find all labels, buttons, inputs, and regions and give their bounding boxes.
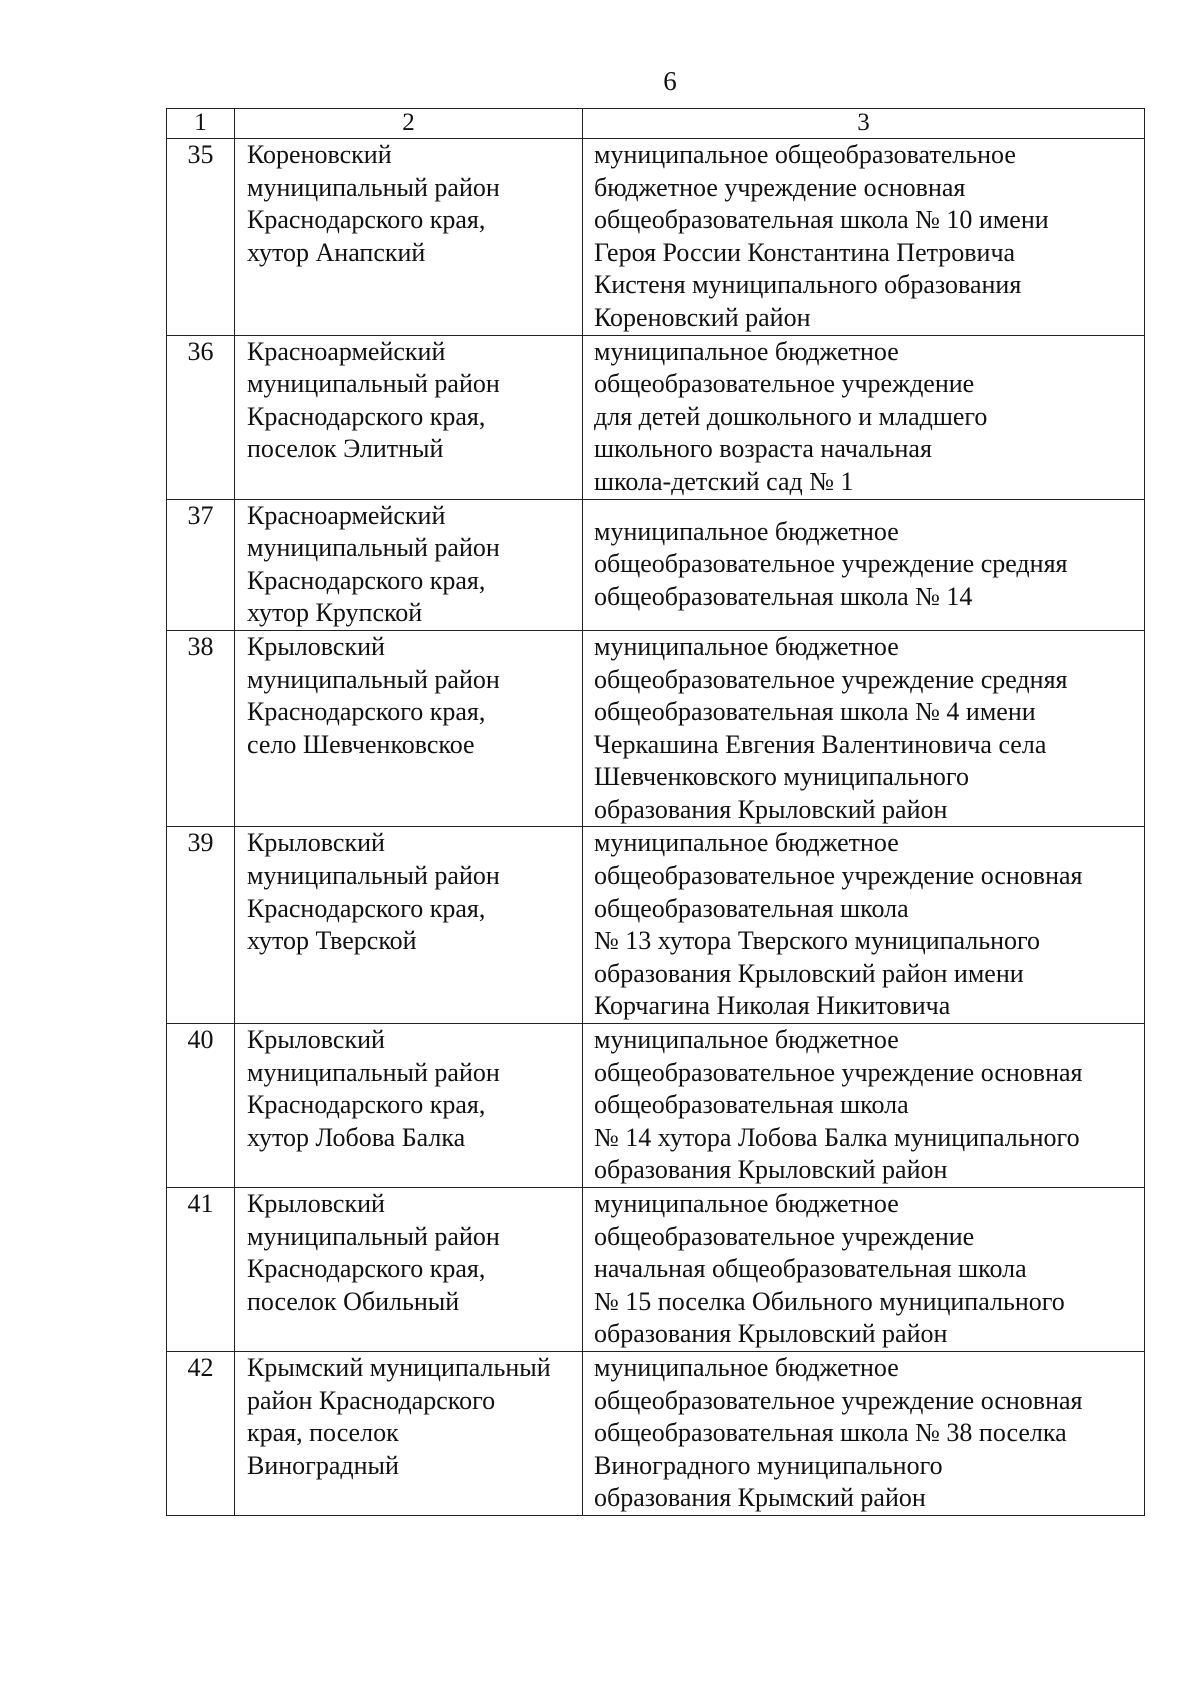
institution-line: общеобразовательная школа № 4 имени	[594, 697, 1036, 727]
table-row	[167, 335, 1145, 499]
institution-line: общеобразовательное учреждение основная	[594, 861, 1083, 891]
territory-line: муниципальный район	[247, 172, 500, 202]
institution-line: общеобразовательное учреждение основная	[594, 1385, 1083, 1415]
territory-line: муниципальный район	[247, 1057, 500, 1087]
institution-line: общеобразовательное учреждение основная	[594, 1057, 1083, 1087]
institution-line: муниципальное бюджетное	[594, 516, 899, 546]
institution-cell	[583, 1024, 1145, 1188]
institution-line: школьного возраста начальная	[594, 434, 932, 464]
territory-line: хутор Лобова Балка	[247, 1122, 466, 1152]
institution-line: образования Крымский район	[594, 1483, 926, 1513]
institution-line: Корчагина Николая Никитовича	[594, 991, 951, 1021]
institution-line: общеобразовательное учреждение	[594, 369, 975, 399]
table-row	[167, 827, 1145, 1024]
institution-line: Виноградного муниципального	[594, 1450, 943, 1480]
page-number: 6	[663, 66, 677, 96]
institution-line: муниципальное бюджетное	[594, 1352, 899, 1382]
row-number: 36	[167, 335, 235, 499]
table-row	[167, 1188, 1145, 1352]
institution-line: общеобразовательная школа № 38 поселка	[594, 1418, 1067, 1448]
institution-line: общеобразовательная школа № 14	[594, 582, 973, 612]
territory-cell	[235, 139, 583, 336]
row-number: 40	[167, 1024, 235, 1188]
institution-line: образования Крыловский район	[594, 1155, 948, 1185]
territory-line: Краснодарского края,	[247, 1090, 486, 1120]
territory-cell	[235, 499, 583, 630]
institution-cell	[583, 827, 1145, 1024]
institution-line: общеобразовательная школа № 10 имени	[594, 205, 1049, 235]
table-row	[167, 1024, 1145, 1188]
row-number: 42	[167, 1351, 235, 1515]
institution-cell	[583, 335, 1145, 499]
territory-line: Краснодарского края,	[247, 697, 486, 727]
row-number: 37	[167, 499, 235, 630]
territory-line: поселок Обильный	[247, 1286, 460, 1316]
territory-cell	[235, 1351, 583, 1515]
institution-cell	[583, 499, 1145, 630]
institution-line: общеобразовательное учреждение	[594, 1221, 975, 1251]
territory-line: Крымский муниципальный	[247, 1352, 551, 1382]
territory-line: муниципальный район	[247, 861, 500, 891]
territory-line: Краснодарского края,	[247, 1254, 486, 1284]
institution-line: образования Крыловский район имени	[594, 958, 1024, 988]
institution-cell	[583, 1351, 1145, 1515]
institution-line: образования Крыловский район	[594, 1319, 948, 1349]
institution-line: Героя России Константина Петровича	[594, 237, 1016, 267]
institution-line: № 13 хутора Тверского муниципального	[594, 926, 1041, 956]
territory-cell	[235, 1024, 583, 1188]
institution-line: Черкашина Евгения Валентиновича села	[594, 729, 1047, 759]
institution-line: общеобразовательная школа	[594, 1090, 909, 1120]
institution-line: муниципальное общеобразовательное	[594, 140, 1016, 169]
territory-line: Красноармейский	[247, 336, 446, 366]
territory-line: Крыловский	[247, 828, 385, 858]
institution-line: муниципальное бюджетное	[594, 336, 899, 366]
territory-line: Краснодарского края,	[247, 205, 486, 235]
territory-line: хутор Крупской	[247, 598, 423, 628]
institution-line: бюджетное учреждение основная	[594, 172, 966, 202]
institution-line: общеобразовательное учреждение средняя	[594, 664, 1068, 694]
institution-line: муниципальное бюджетное	[594, 631, 899, 661]
table-row	[167, 499, 1145, 630]
territory-line: края, поселок	[247, 1418, 399, 1448]
institution-line: школа-детский сад № 1	[594, 466, 854, 496]
territory-cell	[235, 630, 583, 827]
territory-line: хутор Анапский	[247, 237, 426, 267]
territory-line: Краснодарского края,	[247, 401, 486, 431]
institution-line: для детей дошкольного и младшего	[594, 401, 988, 431]
header-col-3: 3	[583, 109, 1145, 139]
institution-line: № 14 хутора Лобова Балка муниципального	[594, 1122, 1080, 1152]
territory-line: поселок Элитный	[247, 434, 444, 464]
territory-line: муниципальный район	[247, 533, 500, 563]
institution-line: муниципальное бюджетное	[594, 1025, 899, 1055]
table-row	[167, 139, 1145, 336]
row-number: 38	[167, 630, 235, 827]
header-col-1: 1	[167, 109, 235, 139]
institution-line: образования Крыловский район	[594, 794, 948, 824]
territory-line: Кореновский	[247, 140, 392, 169]
territory-line: Крыловский	[247, 1025, 385, 1055]
territory-line: село Шевченковское	[247, 729, 475, 759]
territory-cell	[235, 1188, 583, 1352]
territory-line: муниципальный район	[247, 1221, 500, 1251]
institution-line: Шевченковского муниципального	[594, 762, 969, 792]
table-row	[167, 1351, 1145, 1515]
table-row	[167, 630, 1145, 827]
institution-cell	[583, 1188, 1145, 1352]
institution-cell	[583, 630, 1145, 827]
territory-line: Виноградный	[247, 1450, 399, 1480]
table-header-row	[167, 109, 1145, 139]
institution-line: № 15 поселка Обильного муниципального	[594, 1286, 1065, 1316]
row-number: 39	[167, 827, 235, 1024]
institutions-table	[166, 108, 1145, 1516]
territory-line: муниципальный район	[247, 369, 500, 399]
territory-cell	[235, 335, 583, 499]
institution-line: начальная общеобразовательная школа	[594, 1254, 1027, 1284]
territory-line: муниципальный район	[247, 664, 500, 694]
row-number: 35	[167, 139, 235, 336]
territory-line: Краснодарского края,	[247, 565, 486, 595]
territory-line: Крыловский	[247, 631, 385, 661]
institution-line: муниципальное бюджетное	[594, 828, 899, 858]
institution-cell	[583, 139, 1145, 336]
institution-line: муниципальное бюджетное	[594, 1189, 899, 1218]
institution-line: общеобразовательная школа	[594, 893, 909, 923]
territory-line: хутор Тверской	[247, 926, 417, 956]
institution-line: Кореновский район	[594, 302, 811, 332]
territory-line: Красноармейский	[247, 500, 446, 530]
institution-line: общеобразовательное учреждение средняя	[594, 549, 1068, 579]
row-number: 41	[167, 1188, 235, 1352]
institution-line: Кистеня муниципального образования	[594, 270, 1022, 300]
territory-line: Краснодарского края,	[247, 893, 486, 923]
header-col-2: 2	[235, 109, 583, 139]
territory-cell	[235, 827, 583, 1024]
territory-line: Крыловский	[247, 1189, 385, 1218]
territory-line: район Краснодарского	[247, 1385, 496, 1415]
